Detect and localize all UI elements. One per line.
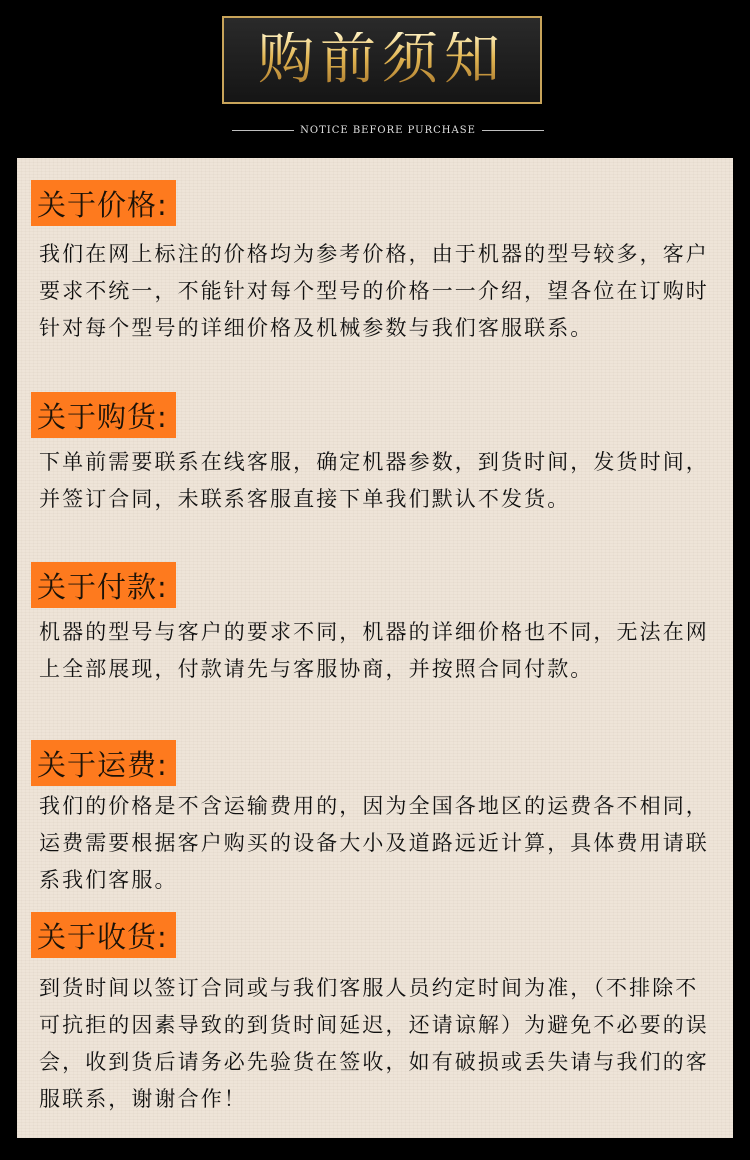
section-heading-label: 关于运费: xyxy=(37,747,168,782)
section-body: 我们在网上标注的价格均为参考价格，由于机器的型号较多，客户要求不统一，不能针对每个型号的价格一一介绍，望各位在订购时针对每个型号的详细价格及机械参数与我们客服联系。 xyxy=(39,242,709,340)
section-heading xyxy=(31,562,176,608)
section-body: 机器的型号与客户的要求不同，机器的详细价格也不同，无法在网上全部展现，付款请先与客服协商，并按照合同付款。 xyxy=(39,620,709,681)
section-body: 到货时间以签订合同或与我们客服人员约定时间为准，（不排除不可抗拒的因素导致的到货时间延迟，还请谅解）为避免不必要的误会，收到货后请务必先验货在签收，如有破损或丢失请与我们的客服联系，谢谢合作！ xyxy=(39,976,709,1111)
subtitle-row xyxy=(232,120,544,140)
section-heading xyxy=(31,740,176,786)
title-banner xyxy=(222,16,542,104)
section-body: 我们的价格是不含运输费用的，因为全国各地区的运费各不相同，运费需要根据客户购买的设备大小及道路远近计算，具体费用请联系我们客服。 xyxy=(39,794,709,892)
page-subtitle: NOTICE BEFORE PURCHASE xyxy=(300,124,476,136)
section-heading-label: 关于收货: xyxy=(37,919,168,954)
section-heading-label: 关于付款: xyxy=(37,569,168,604)
section-heading-label: 关于价格: xyxy=(37,187,168,222)
section-body: 下单前需要联系在线客服，确定机器参数，到货时间，发货时间，并签订合同，未联系客服直接下单我们默认不发货。 xyxy=(39,450,709,511)
subtitle-divider-right xyxy=(482,130,544,131)
section-heading xyxy=(31,180,176,226)
page-title: 购前须知 xyxy=(258,27,506,92)
notice-panel xyxy=(17,158,733,1138)
section-heading xyxy=(31,912,176,958)
section-heading xyxy=(31,392,176,438)
subtitle-divider-left xyxy=(232,130,294,131)
section-heading-label: 关于购货: xyxy=(37,399,168,434)
